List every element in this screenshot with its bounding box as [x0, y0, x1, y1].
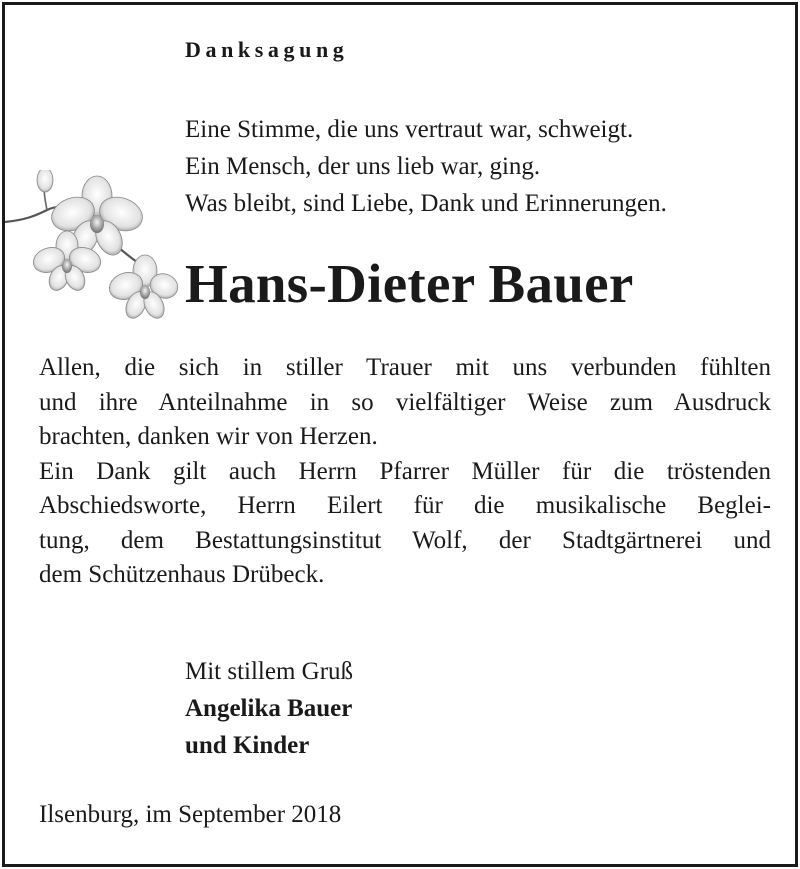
body-line: Abschiedsworte, Herrn Eilert für die musikalische Beglei- [39, 492, 771, 519]
body-line: Ein Dank gilt auch Herrn Pfarrer Müller für die tröstenden [39, 457, 771, 485]
obituary-notice [2, 2, 798, 867]
orchid-branch-icon [5, 170, 180, 330]
body-line: brachten, danken wir von Herzen. [39, 423, 378, 450]
notice-heading: Danksagung [185, 37, 349, 62]
verse-line: Ein Mensch, der uns lieb war, ging. [185, 153, 541, 180]
place-and-date: Ilsenburg, im September 2018 [39, 801, 342, 828]
body-line: Allen, die sich in stiller Trauer mit uns verbunden fühlten [39, 354, 771, 381]
closing-block [185, 653, 353, 764]
signer-family: und Kinder [185, 732, 310, 759]
verse-line: Eine Stimme, die uns vertraut war, schweigt. [185, 116, 634, 143]
body-line: tung, dem Bestattungsinstitut Wolf, der Stadtgärtnerei und [39, 526, 771, 554]
closing-greeting: Mit stillem Gruß [185, 658, 354, 685]
verse-line: Was bleibt, sind Liebe, Dank und Erinnerungen. [185, 190, 667, 217]
body-line: und ihre Anteilnahme in so vielfältiger Weise zum Ausdruck [39, 388, 771, 416]
thanks-paragraph [39, 351, 771, 593]
signer-name: Angelika Bauer [185, 695, 353, 722]
memorial-verse [185, 111, 667, 222]
body-line: dem Schützenhaus Drübeck. [39, 561, 325, 588]
deceased-name: Hans-Dieter Bauer [185, 253, 634, 314]
